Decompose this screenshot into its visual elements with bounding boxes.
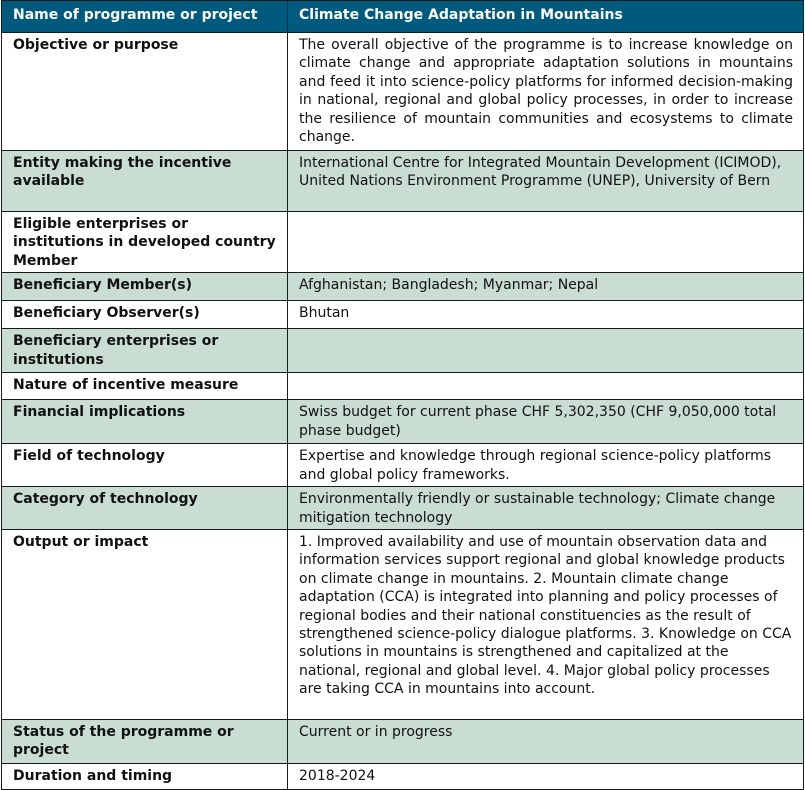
table-row	[2, 487, 804, 530]
row-value	[288, 373, 804, 400]
row-label: Field of technology	[2, 444, 288, 487]
row-label: Entity making the incentive available	[2, 151, 288, 212]
row-value: The overall objective of the programme is to increase knowledge on climate change and appropriate adaptation solutions in mountains and feed it into science-policy platforms for informed decision-making in national, regional and global policy processes, in order to increase the resilience of mountain communities and ecosystems to climate change.	[288, 33, 804, 151]
table-row	[2, 400, 804, 444]
header-label: Name of programme or project	[2, 1, 288, 33]
table-row	[2, 33, 804, 151]
table-row	[2, 212, 804, 273]
table-row	[2, 301, 804, 329]
header-row	[2, 1, 804, 33]
row-label: Financial implications	[2, 400, 288, 444]
table-row	[2, 329, 804, 373]
row-value: Bhutan	[288, 301, 804, 329]
row-value	[288, 329, 804, 373]
table-row	[2, 151, 804, 212]
programme-table	[1, 0, 804, 790]
row-value: Swiss budget for current phase CHF 5,302,350 (CHF 9,050,000 total phase budget)	[288, 400, 804, 444]
row-label: Eligible enterprises or institutions in developed country Member	[2, 212, 288, 273]
row-label: Category of technology	[2, 487, 288, 530]
table-row	[2, 273, 804, 301]
row-label: Duration and timing	[2, 764, 288, 790]
table-row	[2, 444, 804, 487]
row-label: Beneficiary Member(s)	[2, 273, 288, 301]
row-value: Current or in progress	[288, 720, 804, 764]
row-value: Afghanistan; Bangladesh; Myanmar; Nepal	[288, 273, 804, 301]
row-value: Environmentally friendly or sustainable technology; Climate change mitigation technology	[288, 487, 804, 530]
row-value: Expertise and knowledge through regional science-policy platforms and global policy frameworks.	[288, 444, 804, 487]
header-value: Climate Change Adaptation in Mountains	[288, 1, 804, 33]
table-row	[2, 764, 804, 790]
row-label: Nature of incentive measure	[2, 373, 288, 400]
table-row	[2, 530, 804, 720]
row-label: Objective or purpose	[2, 33, 288, 151]
row-label: Beneficiary enterprises or institutions	[2, 329, 288, 373]
row-value: 2018-2024	[288, 764, 804, 790]
row-value: International Centre for Integrated Mountain Development (ICIMOD), United Nations Environment Programme (UNEP), University of Bern	[288, 151, 804, 212]
row-label: Output or impact	[2, 530, 288, 720]
row-label: Beneficiary Observer(s)	[2, 301, 288, 329]
row-value: 1. Improved availability and use of mountain observation data and information services support regional and global knowledge products on climate change in mountains. 2. Mountain climate change adaptation (CCA) is integrated into planning and policy processes of regional bodies and their national constituencies as the result of strengthened science-policy dialogue platforms. 3. Knowledge on CCA solutions in mountains is strengthened and capitalized at the national, regional and global level. 4. Major global policy processes are taking CCA in mountains into account.	[288, 530, 804, 720]
row-label: Status of the programme or project	[2, 720, 288, 764]
row-value	[288, 212, 804, 273]
table-row	[2, 373, 804, 400]
table-row	[2, 720, 804, 764]
